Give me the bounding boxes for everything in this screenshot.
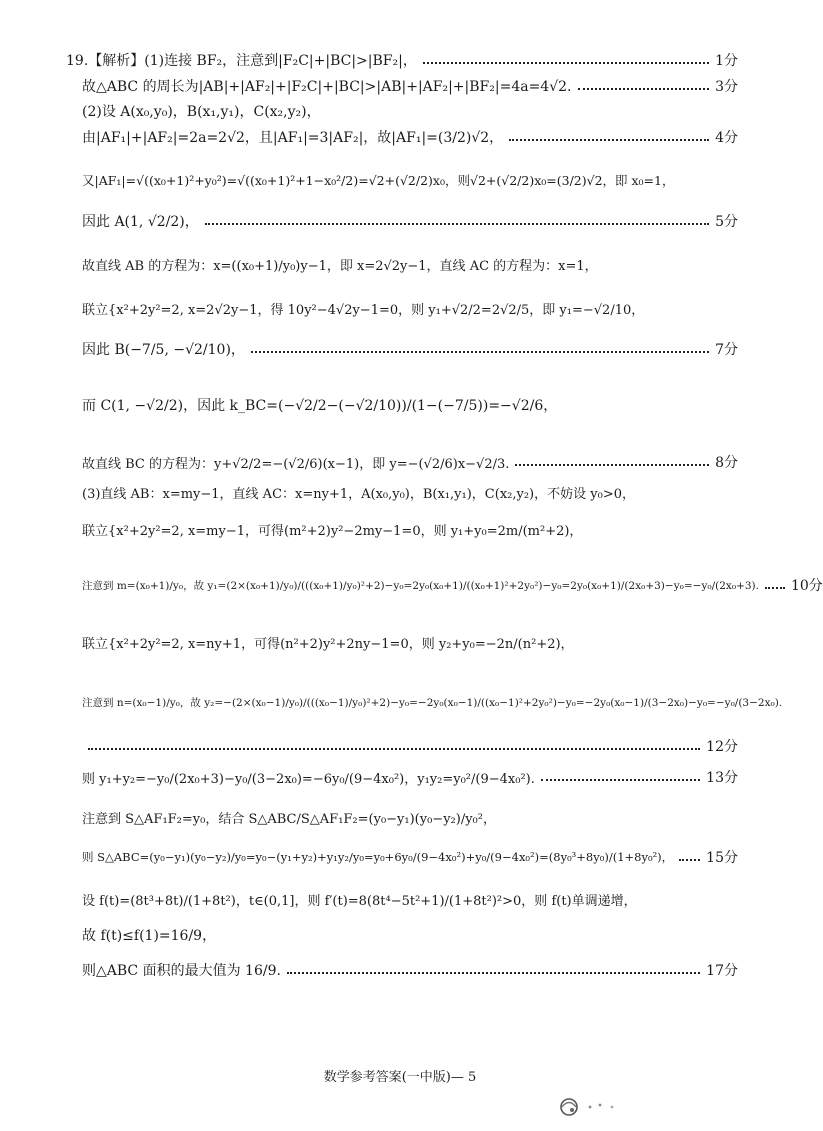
line-text: (2)设 A(x₀,y₀)，B(x₁,y₁)，C(x₂,y₂)， bbox=[82, 104, 321, 120]
line-text: 故△ABC 的周长为|AB|+|AF₂|+|F₂C|+|BC|>|AB|+|AF₂|+|BF₂|=4a=4√2. bbox=[82, 79, 572, 95]
solution-line-20 bbox=[82, 846, 738, 868]
score-label: 13分 bbox=[706, 770, 738, 786]
line-text: 因此 B(−7/5, −√2/10)， bbox=[82, 342, 245, 358]
line-text: 联立{x²+2y²=2, x=ny+1，可得(n²+2)y²+2ny−1=0，则 y₂+y₀=−2n/(n²+2)， bbox=[82, 636, 574, 652]
page-footer: 数学参考答案(一中版)— 5 bbox=[323, 1070, 477, 1085]
solution-line-9 bbox=[82, 338, 738, 360]
line-text: 联立{x²+2y²=2, x=2√2y−1，得 10y²−4√2y−1=0，则 y₁+√2/2=2√2/5，即 y₁=−√2/10， bbox=[82, 302, 645, 318]
solution-line-14 bbox=[82, 574, 823, 596]
score-label: 3分 bbox=[715, 79, 738, 95]
line-text: 因此 A(1, √2/2)， bbox=[82, 214, 199, 230]
score-label: 10分 bbox=[790, 578, 823, 594]
line-text: 则 S△ABC=(y₀−y₁)(y₀−y₂)/y₀=y₀−(y₁+y₂)+y₁y₂/y₀=y₀+6y₀/(9−4x₀²)+y₀/(9−4x₀²)=(8y₀³+8y₀)/(1+8y₀²)， bbox=[82, 850, 674, 864]
line-text: 注意到 S△AF₁F₂=y₀，结合 S△ABC/S△AF₁F₂=(y₀−y₁)(y₀−y₂)/y₀²， bbox=[82, 811, 496, 827]
leader-dots bbox=[765, 574, 785, 596]
line-text: 注意到 m=(x₀+1)/y₀，故 y₁=(2×(x₀+1)/y₀)/(((x₀+1)/y₀)²+2)−y₀=2y₀(x₀+1)/((x₀+1)²+2y₀²)−y₀=2y₀(x₀+1)/(2x₀+3)−y₀=−y₀/(2x₀+3). bbox=[82, 579, 759, 592]
line-text: 而 C(1, −√2/2)，因此 k_BC=(−√2/2−(−√2/10))/(1−(−7/5))=−√2/6， bbox=[82, 398, 558, 414]
score-label: 4分 bbox=[715, 130, 738, 146]
solution-line-5 bbox=[82, 169, 738, 191]
leader-dots bbox=[679, 846, 700, 868]
solution-line-15 bbox=[82, 631, 738, 653]
leader-dots bbox=[515, 451, 709, 473]
line-text: 则 y₁+y₂=−y₀/(2x₀+3)−y₀/(3−2x₀)=−6y₀/(9−4x₀²)，y₁y₂=y₀²/(9−4x₀²). bbox=[82, 771, 535, 787]
line-text: 19.【解析】(1)连接 BF₂，注意到|F₂C|+|BC|>|BF₂|， bbox=[66, 53, 417, 69]
solution-line-6 bbox=[82, 210, 738, 232]
solution-line-21 bbox=[82, 888, 738, 910]
solution-line-10 bbox=[82, 394, 738, 416]
line-text: 注意到 n=(x₀−1)/y₀，故 y₂=−(2×(x₀−1)/y₀)/(((x₀−1)/y₀)²+2)−y₀=−2y₀(x₀−1)/((x₀−1)²+2y₀²)−y₀=−2y₀(x₀−1)/(3−2x₀)−y₀=−y₀/(3−2x₀). bbox=[82, 696, 783, 709]
solution-line-22 bbox=[82, 924, 738, 946]
solution-line-1 bbox=[66, 49, 738, 71]
leader-dots bbox=[88, 735, 700, 757]
score-label: 12分 bbox=[706, 739, 738, 755]
score-label: 8分 bbox=[715, 455, 738, 471]
score-label: 17分 bbox=[706, 963, 738, 979]
solution-line-18 bbox=[82, 766, 738, 788]
watermark-logo-icon bbox=[556, 1094, 626, 1120]
score-label: 7分 bbox=[715, 342, 738, 358]
line-text: 故直线 BC 的方程为：y+√2/2=−(√2/6)(x−1)，即 y=−(√2/6)x−√2/3. bbox=[82, 456, 510, 472]
solution-line-7 bbox=[82, 253, 738, 275]
leader-dots bbox=[509, 126, 709, 148]
solution-line-19 bbox=[82, 806, 738, 828]
line-text: (3)直线 AB：x=my−1，直线 AC：x=ny+1，A(x₀,y₀)，B(x₁,y₁)，C(x₂,y₂)，不妨设 y₀>0， bbox=[82, 486, 635, 502]
solution-line-16 bbox=[82, 691, 783, 713]
line-text: 故直线 AB 的方程为：x=((x₀+1)/y₀)y−1，即 x=2√2y−1，直线 AC 的方程为：x=1， bbox=[82, 258, 598, 274]
leader-dots bbox=[578, 75, 710, 97]
score-label: 15分 bbox=[706, 850, 738, 866]
score-label: 1分 bbox=[715, 53, 738, 69]
line-text: 由|AF₁|+|AF₂|=2a=2√2，且|AF₁|=3|AF₂|，故|AF₁|=(3/2)√2， bbox=[82, 130, 504, 146]
solution-line-4 bbox=[82, 126, 738, 148]
solution-line-23 bbox=[82, 959, 738, 981]
line-text: 联立{x²+2y²=2, x=my−1，可得(m²+2)y²−2my−1=0，则 y₁+y₀=2m/(m²+2)， bbox=[82, 523, 583, 539]
leader-dots bbox=[541, 766, 700, 788]
solution-line-8 bbox=[82, 297, 738, 319]
leader-dots bbox=[205, 210, 709, 232]
leader-dots bbox=[251, 338, 709, 360]
solution-line-17 bbox=[82, 735, 738, 757]
solution-line-12 bbox=[82, 481, 738, 503]
solution-line-11 bbox=[82, 451, 738, 473]
leader-dots bbox=[423, 49, 709, 71]
line-text: 设 f(t)=(8t³+8t)/(1+8t²)，t∈(0,1]，则 f′(t)=8(8t⁴−5t²+1)/(1+8t²)²>0，则 f(t)单调递增， bbox=[82, 893, 637, 909]
solution-line-13 bbox=[82, 518, 738, 540]
line-text: 故 f(t)≤f(1)=16/9， bbox=[82, 928, 217, 944]
line-text: 又|AF₁|=√((x₀+1)²+y₀²)=√((x₀+1)²+1−x₀²/2)=√2+(√2/2)x₀，则√2+(√2/2)x₀=(3/2)√2，即 x₀=1， bbox=[82, 173, 675, 188]
solution-line-3 bbox=[82, 100, 738, 122]
leader-dots bbox=[287, 959, 700, 981]
score-label: 5分 bbox=[715, 214, 738, 230]
line-text: 则△ABC 面积的最大值为 16/9. bbox=[82, 963, 281, 979]
solution-line-2 bbox=[82, 75, 738, 97]
